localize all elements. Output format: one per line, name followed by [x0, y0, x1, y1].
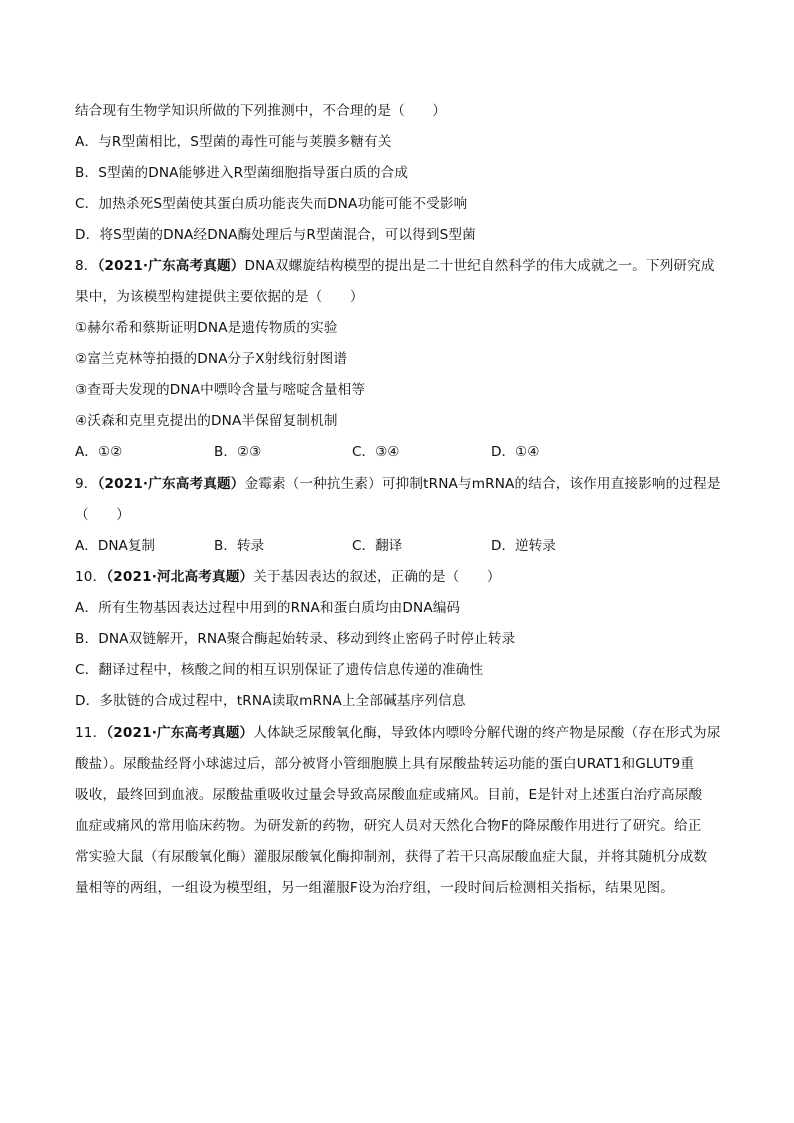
q9-stem-1: 金霉素（一种抗生素）可抑制tRNA与mRNA的结合，该作用直接影响的过程是 — [244, 476, 721, 492]
q9-option-b: B．转录 — [214, 538, 265, 554]
q9-number: 9． — [75, 476, 98, 492]
q9-option-c: C．翻译 — [352, 538, 403, 554]
q7-option-a: A．与R型菌相比，S型菌的毒性可能与荚膜多糖有关 — [75, 134, 392, 150]
q8-number: 8． — [75, 258, 98, 274]
q11-line-3: 吸收，最终回到血液。尿酸盐重吸收过量会导致高尿酸血症或痛风。目前，E是针对上述蛋白治疗高尿酸 — [75, 787, 703, 803]
q8-stem-line-2: 果中，为该模型构建提供主要依据的是（ ） — [75, 289, 364, 305]
q10-stem-1: 关于基因表达的叙述，正确的是（ ） — [253, 569, 501, 585]
q7-option-b: B．S型菌的DNA能够进入R型菌细胞指导蛋白质的合成 — [75, 165, 409, 181]
q9-stem-line-2: （ ） — [75, 507, 130, 523]
q9-option-d: D．逆转录 — [491, 538, 556, 554]
q8-option-d: D．①④ — [491, 444, 540, 460]
q7-option-d: D．将S型菌的DNA经DNA酶处理后与R型菌混合，可以得到S型菌 — [75, 227, 476, 243]
q10-stem-line-1 — [75, 567, 501, 587]
q10-option-d: D．多肽链的合成过程中，tRNA读取mRNA上全部碱基序列信息 — [75, 693, 466, 709]
q8-option-b: B．②③ — [214, 444, 262, 460]
q8-item-3: ③查哥夫发现的DNA中嘌呤含量与嘧啶含量相等 — [75, 382, 366, 398]
q9-option-a: A．DNA复制 — [75, 538, 156, 554]
q11-line-5: 常实验大鼠（有尿酸氧化酶）灌服尿酸氧化酶抑制剂，获得了若干只高尿酸血症大鼠，并将其随机分成数 — [75, 849, 708, 865]
q7-option-c: C．加热杀死S型菌使其蛋白质功能丧失而DNA功能可能不受影响 — [75, 196, 468, 212]
q9-source: （2021·广东高考真题） — [97, 476, 245, 492]
q11-line-2: 酸盐）。尿酸盐经肾小球滤过后，部分被肾小管细胞膜上具有尿酸盐转运功能的蛋白URAT1和GLUT9重 — [75, 756, 695, 772]
q11-source: （2021·广东高考真题） — [106, 725, 254, 741]
q11-line-4: 血症或痛风的常用临床药物。为研发新的药物，研究人员对天然化合物F的降尿酸作用进行了研究。给正 — [75, 818, 702, 834]
q8-option-c: C．③④ — [352, 444, 400, 460]
q8-stem-line-1 — [75, 256, 715, 276]
q11-number: 11． — [75, 725, 107, 741]
q10-number: 10． — [75, 569, 107, 585]
q8-stem-1: DNA双螺旋结构模型的提出是二十世纪自然科学的伟大成就之一。下列研究成 — [244, 258, 715, 274]
q7-stem-tail: 结合现有生物学知识所做的下列推测中，不合理的是（ ） — [75, 103, 447, 119]
q8-option-a: A．①② — [75, 444, 123, 460]
q11-stem-line-1 — [75, 723, 721, 743]
q9-stem-line-1 — [75, 474, 721, 494]
q10-option-a: A．所有生物基因表达过程中用到的RNA和蛋白质均由DNA编码 — [75, 600, 461, 616]
q10-option-c: C．翻译过程中，核酸之间的相互识别保证了遗传信息传递的准确性 — [75, 662, 484, 678]
q10-source: （2021·河北高考真题） — [106, 569, 254, 585]
q8-item-4: ④沃森和克里克提出的DNA半保留复制机制 — [75, 413, 338, 429]
q11-line-6: 量相等的两组，一组设为模型组，另一组灌服F设为治疗组，一段时间后检测相关指标，结果见图。 — [75, 880, 674, 896]
q10-option-b: B．DNA双链解开，RNA聚合酶起始转录、移动到终止密码子时停止转录 — [75, 631, 516, 647]
q11-stem-1: 人体缺乏尿酸氧化酶，导致体内嘌呤分解代谢的终产物是尿酸（存在形式为尿 — [253, 725, 721, 741]
q8-item-2: ②富兰克林等拍摄的DNA分子X射线衍射图谱 — [75, 351, 348, 367]
q8-item-1: ①赫尔希和蔡斯证明DNA是遗传物质的实验 — [75, 320, 338, 336]
q8-source: （2021·广东高考真题） — [97, 258, 245, 274]
